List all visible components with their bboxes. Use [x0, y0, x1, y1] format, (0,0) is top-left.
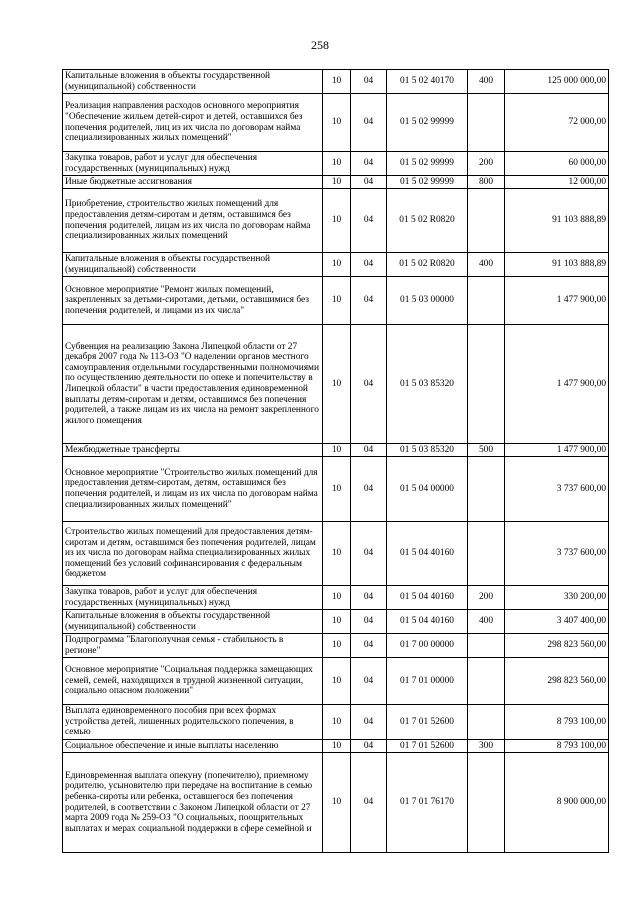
row-expense-type [468, 705, 505, 740]
row-amount: 60 000,00 [505, 152, 609, 176]
table-row [63, 152, 609, 176]
row-section: 10 [323, 325, 351, 444]
row-target-code: 01 7 01 76170 [387, 753, 468, 853]
row-section: 10 [323, 586, 351, 610]
row-subsection: 04 [351, 444, 387, 457]
row-subsection: 04 [351, 610, 387, 634]
table-row [63, 277, 609, 325]
table-row [63, 634, 609, 658]
row-amount: 8 900 000,00 [505, 753, 609, 853]
table-row [63, 457, 609, 522]
row-amount: 1 477 900,00 [505, 325, 609, 444]
row-target-code: 01 5 02 99999 [387, 152, 468, 176]
row-expense-type [468, 325, 505, 444]
row-amount: 298 823 560,00 [505, 658, 609, 705]
row-name: Единовременная выплата опекуну (попечителю), приемному родителю, усыновителю при передаче на воспитание в семью ребенка-сироты или ребенка, оставшегося без попечения родителей, в соответствии с Законом Липецкой области от 27 марта 2009 года № 259-ОЗ "О социальных, поощрительных выплатах и мерах социальной поддержки в сфере семейной и [63, 753, 323, 853]
row-section: 10 [323, 522, 351, 586]
row-section: 10 [323, 253, 351, 277]
row-subsection: 04 [351, 189, 387, 253]
row-expense-type [468, 522, 505, 586]
row-section: 10 [323, 658, 351, 705]
row-name: Приобретение, строительство жилых помещений для предоставления детям-сиротам и детям, оставшимся без попечения родителей, лицам из их числа по договорам найма специализированных жилых помещений [63, 189, 323, 253]
row-target-code: 01 5 04 40160 [387, 586, 468, 610]
row-expense-type: 300 [468, 740, 505, 753]
row-expense-type: 400 [468, 610, 505, 634]
row-name: Субвенция на реализацию Закона Липецкой области от 27 декабря 2007 года № 113-ОЗ "О наделении органов местного самоуправления отдельными государственными полномочиями по осуществлению деятельности по опеке и попечительству в Липецкой области" в части предоставления единовременной выплаты детям-сиротам и детям, оставшимся без попечения родителей, а также лицам из их числа на ремонт закрепленного жилого помещения [63, 325, 323, 444]
row-target-code: 01 5 04 40160 [387, 522, 468, 586]
row-expense-type: 200 [468, 586, 505, 610]
row-expense-type [468, 753, 505, 853]
row-section: 10 [323, 705, 351, 740]
table-row [63, 253, 609, 277]
row-section: 10 [323, 94, 351, 152]
row-target-code: 01 5 04 40160 [387, 610, 468, 634]
row-amount: 330 200,00 [505, 586, 609, 610]
row-name: Закупка товаров, работ и услуг для обеспечения государственных (муниципальных) нужд [63, 586, 323, 610]
row-amount: 12 000,00 [505, 176, 609, 189]
row-target-code: 01 7 01 00000 [387, 658, 468, 705]
row-expense-type: 500 [468, 444, 505, 457]
row-subsection: 04 [351, 705, 387, 740]
row-amount: 72 000,00 [505, 94, 609, 152]
row-expense-type: 200 [468, 152, 505, 176]
table-body [63, 70, 609, 853]
row-section: 10 [323, 740, 351, 753]
row-name: Строительство жилых помещений для предоставления детям-сиротам и детям, оставшимся без попечения родителей, лицам из их числа по договорам найма специализированных жилых помещений без условий софинансирования с федеральным бюджетом [63, 522, 323, 586]
table-row [63, 586, 609, 610]
row-name: Основное мероприятие "Ремонт жилых помещений, закрепленных за детьми-сиротами, детьми, оставшимися без попечения родителей, и лицами из их числа" [63, 277, 323, 325]
row-expense-type [468, 457, 505, 522]
row-name: Основное мероприятие "Строительство жилых помещений для предоставления детям-сиротам, детям, оставшимся без попечения родителей, и лицам из их числа по договорам найма специализированных жилых помещений" [63, 457, 323, 522]
row-subsection: 04 [351, 176, 387, 189]
row-section: 10 [323, 444, 351, 457]
row-expense-type: 400 [468, 253, 505, 277]
row-expense-type [468, 189, 505, 253]
table-row [63, 176, 609, 189]
row-amount: 8 793 100,00 [505, 740, 609, 753]
row-section: 10 [323, 610, 351, 634]
row-target-code: 01 5 03 85320 [387, 325, 468, 444]
page-number: 258 [311, 38, 329, 52]
row-section: 10 [323, 457, 351, 522]
row-name: Основное мероприятие "Социальная поддержка замещающих семей, семей, находящихся в трудной жизненной ситуации, социально опасном положении" [63, 658, 323, 705]
row-amount: 8 793 100,00 [505, 705, 609, 740]
row-subsection: 04 [351, 586, 387, 610]
row-expense-type [468, 634, 505, 658]
row-subsection: 04 [351, 634, 387, 658]
row-amount: 125 000 000,00 [505, 70, 609, 94]
table-row [63, 610, 609, 634]
row-expense-type [468, 94, 505, 152]
row-subsection: 04 [351, 277, 387, 325]
row-subsection: 04 [351, 457, 387, 522]
row-name: Закупка товаров, работ и услуг для обеспечения государственных (муниципальных) нужд [63, 152, 323, 176]
row-section: 10 [323, 634, 351, 658]
row-expense-type: 400 [468, 70, 505, 94]
row-subsection: 04 [351, 740, 387, 753]
row-amount: 3 737 600,00 [505, 457, 609, 522]
row-target-code: 01 5 02 R0820 [387, 253, 468, 277]
row-name: Подпрограмма "Благополучная семья - стабильность в регионе" [63, 634, 323, 658]
row-expense-type: 800 [468, 176, 505, 189]
row-name: Социальное обеспечение и иные выплаты населению [63, 740, 323, 753]
row-section: 10 [323, 277, 351, 325]
row-name: Капитальные вложения в объекты государственной (муниципальной) собственности [63, 70, 323, 94]
row-target-code: 01 7 00 00000 [387, 634, 468, 658]
row-subsection: 04 [351, 325, 387, 444]
table-row [63, 325, 609, 444]
row-subsection: 04 [351, 94, 387, 152]
row-section: 10 [323, 189, 351, 253]
row-subsection: 04 [351, 522, 387, 586]
row-name: Выплата единовременного пособия при всех формах устройства детей, лишенных родительского попечения, в семью [63, 705, 323, 740]
row-section: 10 [323, 152, 351, 176]
row-subsection: 04 [351, 253, 387, 277]
row-target-code: 01 5 02 99999 [387, 94, 468, 152]
row-amount: 91 103 888,89 [505, 189, 609, 253]
row-name: Межбюджетные трансферты [63, 444, 323, 457]
table-row [63, 189, 609, 253]
row-expense-type [468, 277, 505, 325]
row-target-code: 01 7 01 52600 [387, 705, 468, 740]
table-row [63, 444, 609, 457]
row-target-code: 01 5 03 85320 [387, 444, 468, 457]
row-section: 10 [323, 753, 351, 853]
row-subsection: 04 [351, 753, 387, 853]
table-row [63, 705, 609, 740]
table-row [63, 753, 609, 853]
row-name: Капитальные вложения в объекты государственной (муниципальной) собственности [63, 253, 323, 277]
row-name: Капитальные вложения в объекты государственной (муниципальной) собственности [63, 610, 323, 634]
row-amount: 91 103 888,89 [505, 253, 609, 277]
row-amount: 3 737 600,00 [505, 522, 609, 586]
row-target-code: 01 7 01 52600 [387, 740, 468, 753]
row-target-code: 01 5 03 00000 [387, 277, 468, 325]
row-amount: 1 477 900,00 [505, 277, 609, 325]
row-name: Иные бюджетные ассигнования [63, 176, 323, 189]
row-name: Реализация направления расходов основного мероприятия "Обеспечение жильем детей-сирот и детей, оставшихся без попечения родителей, лиц из их числа по договорам найма специализированных жилых помещений" [63, 94, 323, 152]
table-row [63, 740, 609, 753]
table-row [63, 94, 609, 152]
row-subsection: 04 [351, 152, 387, 176]
table-row [63, 522, 609, 586]
row-section: 10 [323, 70, 351, 94]
row-target-code: 01 5 04 00000 [387, 457, 468, 522]
row-amount: 298 823 560,00 [505, 634, 609, 658]
row-target-code: 01 5 02 40170 [387, 70, 468, 94]
row-amount: 1 477 900,00 [505, 444, 609, 457]
row-subsection: 04 [351, 658, 387, 705]
budget-table [62, 69, 609, 853]
row-expense-type [468, 658, 505, 705]
row-target-code: 01 5 02 99999 [387, 176, 468, 189]
row-subsection: 04 [351, 70, 387, 94]
table-row [63, 70, 609, 94]
table-row [63, 658, 609, 705]
row-target-code: 01 5 02 R0820 [387, 189, 468, 253]
row-section: 10 [323, 176, 351, 189]
row-amount: 3 407 400,00 [505, 610, 609, 634]
